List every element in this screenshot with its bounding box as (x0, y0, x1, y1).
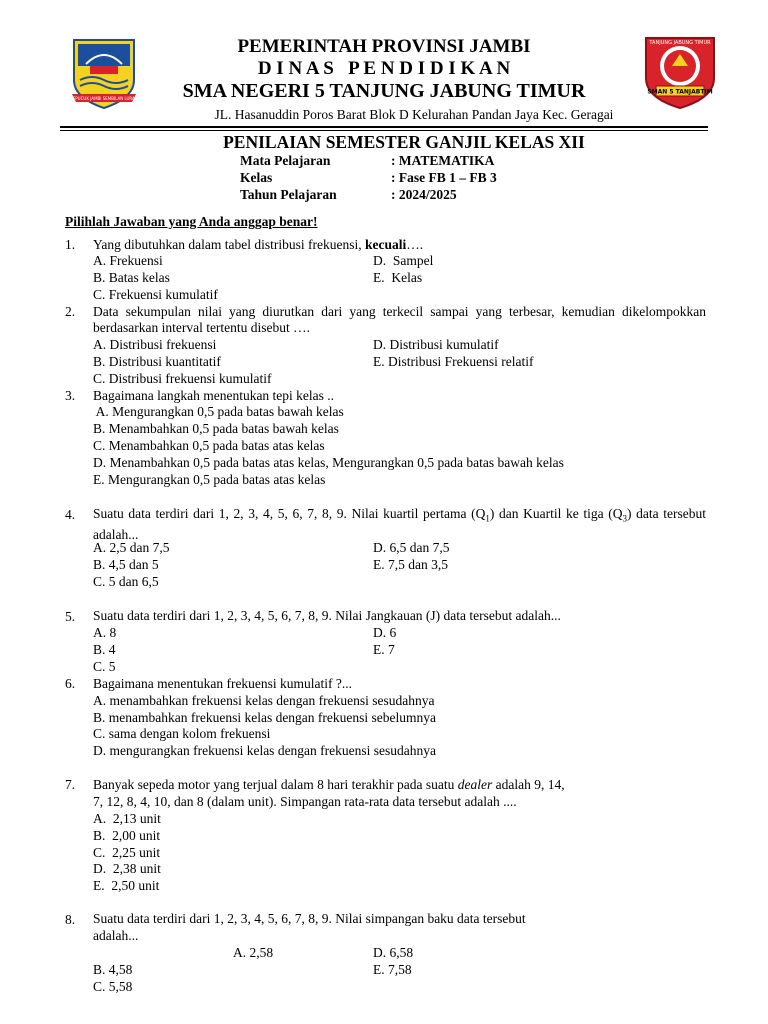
q3-option-e: E. Mengurangkan 0,5 pada batas atas kelas (93, 472, 326, 487)
header-rule-thick (60, 126, 708, 128)
q8-option-e: E. 7,58 (373, 962, 412, 977)
q6-number: 6. (65, 676, 76, 691)
q4-option-c: C. 5 dan 6,5 (93, 574, 159, 589)
q7-text-line2: 7, 12, 8, 4, 10, dan 8 (dalam unit). Simpangan rata-rata data tersebut adalah .... (93, 794, 517, 809)
header-address: JL. Hasanuddin Poros Barat Blok D Kelurahan Pandan Jaya Kec. Geragai (214, 107, 614, 122)
q3-option-d: D. Menambahkan 0,5 pada batas atas kelas, Mengurangkan 0,5 pada batas bawah kelas (93, 455, 564, 470)
q8-text-line1: Suatu data terdiri dari 1, 2, 3, 4, 5, 6, 7, 8, 9. Nilai simpangan baku data tersebut (93, 911, 526, 926)
q1-option-c: C. Frekuensi kumulatif (93, 287, 218, 302)
info-label-year: Tahun Pelajaran (240, 187, 337, 202)
header-school: SMA NEGERI 5 TANJUNG JABUNG TIMUR (182, 80, 586, 102)
q4-option-b: B. 4,5 dan 5 (93, 557, 159, 572)
q1-text: Yang dibutuhkan dalam tabel distribusi frekuensi, kecuali…. (93, 237, 424, 252)
q5-number: 5. (65, 609, 76, 624)
info-value-class: : Fase FB 1 – FB 3 (391, 170, 497, 185)
header-department: D I N A S P E N D I D I K A N (257, 58, 511, 79)
q3-text: Bagaimana langkah menentukan tepi kelas .. (93, 388, 335, 403)
svg-text:SMAN 5 TANJABTIM: SMAN 5 TANJABTIM (647, 88, 713, 96)
q5-text: Suatu data terdiri dari 1, 2, 3, 4, 5, 6, 7, 8, 9. Nilai Jangkauan (J) data tersebut adalah... (93, 608, 561, 623)
q1-option-b: B. Batas kelas (93, 270, 170, 285)
q2-text: Data sekumpulan nilai yang diurutkan dari yang terkecil sampai yang terbesar, kemudian dikelompokkan berdasarkan interval tertentu disebut …. (93, 304, 706, 335)
q7-option-e: E. 2,50 unit (93, 878, 160, 893)
q7-option-d: D. 2,38 unit (93, 861, 161, 876)
q6-text: Bagaimana menentukan frekuensi kumulatif ?... (93, 676, 353, 691)
q5-option-c: C. 5 (93, 659, 116, 674)
q6-option-d: D. mengurangkan frekuensi kelas dengan frekuensi sesudahnya (93, 743, 437, 758)
q6-option-b: B. menambahkan frekuensi kelas dengan frekuensi sebelumnya (93, 710, 437, 725)
q2-option-d: D. Distribusi kumulatif (373, 337, 499, 352)
q8-option-d: D. 6,58 (373, 945, 414, 960)
info-value-year: : 2024/2025 (391, 187, 457, 202)
svg-text:SEPUCUK JAMBI SEMBILAN LURAH: SEPUCUK JAMBI SEMBILAN LURAH (70, 96, 138, 101)
header-rule-thin (60, 130, 708, 131)
q2-number: 2. (65, 304, 76, 319)
q7-option-c: C. 2,25 unit (93, 845, 161, 860)
q7-text-line1: Banyak sepeda motor yang terjual dalam 8 hari terakhir pada suatu dealer adalah 9, 14, (93, 777, 565, 792)
q7-number: 7. (65, 777, 76, 792)
instruction: Pilihlah Jawaban yang Anda anggap benar! (65, 214, 318, 229)
q3-option-c: C. Menambahkan 0,5 pada batas atas kelas (93, 438, 325, 453)
exam-title: PENILAIAN SEMESTER GANJIL KELAS XII (223, 132, 585, 152)
q6-option-a: A. menambahkan frekuensi kelas dengan frekuensi sesudahnya (93, 693, 435, 708)
q5-option-e: E. 7 (373, 642, 395, 657)
q2-option-b: B. Distribusi kuantitatif (93, 354, 221, 369)
q2-option-e: E. Distribusi Frekuensi relatif (373, 354, 534, 369)
info-label-class: Kelas (240, 170, 273, 185)
header-province: PEMERINTAH PROVINSI JAMBI (237, 36, 531, 57)
q8-option-a: A. 2,58 (233, 945, 274, 960)
q1-option-a: A. Frekuensi (93, 253, 163, 268)
q5-option-d: D. 6 (373, 625, 397, 640)
q2-option-a: A. Distribusi frekuensi (93, 337, 217, 352)
q3-number: 3. (65, 388, 76, 403)
q1-number: 1. (65, 237, 76, 252)
q2-option-c: C. Distribusi frekuensi kumulatif (93, 371, 272, 386)
q4-number: 4. (65, 507, 76, 522)
q8-text-line2: adalah... (93, 928, 139, 943)
q1-option-d: D. Sampel (373, 253, 434, 268)
svg-text:TANJUNG JABUNG TIMUR: TANJUNG JABUNG TIMUR (649, 40, 711, 46)
q4-option-d: D. 6,5 dan 7,5 (373, 540, 450, 555)
q4-text: Suatu data terdiri dari 1, 2, 3, 4, 5, 6, 7, 8, 9. Nilai kuartil pertama $(Q_1)$ dan Kuartil ke tiga $(Q_3)$ data tersebut adalah... (93, 506, 706, 542)
q3-option-b: B. Menambahkan 0,5 pada batas bawah kelas (93, 421, 339, 436)
q4-option-a: A. 2,5 dan 7,5 (93, 540, 170, 555)
q8-option-c: C. 5,58 (93, 979, 133, 994)
q4-option-e: E. 7,5 dan 3,5 (373, 557, 448, 572)
q6-option-c: C. sama dengan kolom frekuensi (93, 726, 271, 741)
q3-option-a: A. Mengurangkan 0,5 pada batas bawah kelas (93, 404, 344, 419)
q5-option-a: A. 8 (93, 625, 117, 640)
info-value-subject: : MATEMATIKA (391, 153, 495, 168)
q5-option-b: B. 4 (93, 642, 116, 657)
q7-option-a: A. 2,13 unit (93, 811, 161, 826)
info-label-subject: Mata Pelajaran (240, 153, 331, 168)
q7-option-b: B. 2,00 unit (93, 828, 161, 843)
q1-option-e: E. Kelas (373, 270, 423, 285)
q8-option-b: B. 4,58 (93, 962, 133, 977)
q8-number: 8. (65, 912, 76, 927)
